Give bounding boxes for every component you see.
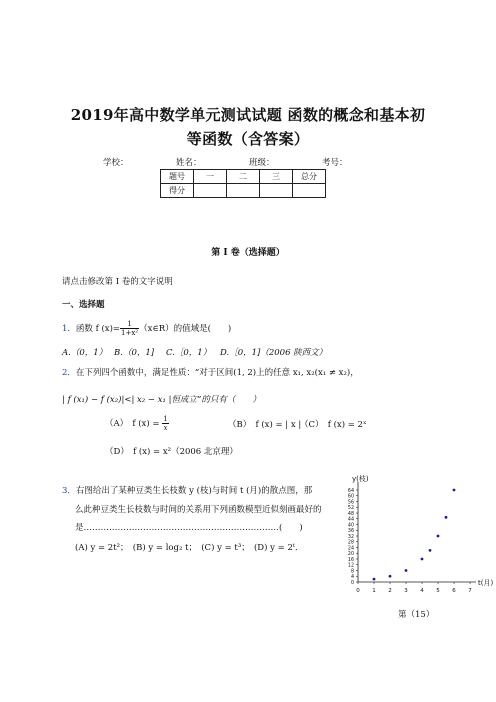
y-tick-label: 24 (347, 546, 354, 552)
x-tick-label: 3 (404, 588, 408, 594)
question-3-line1: 右图给出了某种豆类生长枝数 y (枝)与时间 t (月)的散点图，那 (75, 486, 313, 496)
score-table (160, 169, 326, 198)
x-tick-label: 2 (388, 588, 392, 594)
data-point (429, 549, 432, 552)
school-label: 学校： (103, 158, 129, 168)
question-2-line1: 在下列四个函数中，满足性质：“对于区间(1, 2)上的任意 x₁, x₂(x₁ ≠ x₂)， (75, 368, 359, 378)
option-c[interactable]: C.［0，1） (166, 348, 212, 358)
question-3-line2: 么此种豆类生长枝数与时间的关系用下列函数模型近似刻画最好的 (75, 505, 322, 515)
score-table-header-row (161, 170, 326, 184)
question-3 (62, 484, 312, 496)
question-number: 3． (62, 486, 76, 496)
y-tick-label: 20 (347, 552, 354, 558)
question-1-stem-pre: 函数 f (x)= (75, 324, 121, 334)
x-tick-label: 7 (468, 588, 472, 594)
y-tick-label: 28 (347, 540, 354, 546)
y-tick-label: 12 (347, 563, 354, 569)
y-tick-label: 32 (347, 534, 354, 540)
score-cell: 题号 (161, 170, 194, 184)
y-axis-label: y(枝) (352, 475, 369, 483)
data-point (445, 516, 448, 519)
scatter-chart (340, 475, 494, 604)
x-tick-label: 1 (372, 588, 376, 594)
score-cell: 三 (260, 170, 293, 184)
y-tick-label: 0 (350, 580, 354, 586)
data-point (437, 535, 440, 538)
question-2 (62, 366, 359, 378)
score-input-cell[interactable] (194, 184, 227, 198)
question-3-line3: 是……………………………………………………………( ) (75, 523, 303, 533)
fraction-denominator: x (163, 424, 168, 432)
score-input-cell[interactable] (227, 184, 260, 198)
y-tick-label: 56 (347, 500, 354, 506)
x-tick-label: 4 (420, 588, 424, 594)
y-tick-label: 60 (347, 494, 354, 500)
score-cell: 总分 (293, 170, 326, 184)
y-tick-label: 64 (347, 488, 354, 494)
instruction-text: 请点击修改第 I 卷的文字说明 (62, 277, 173, 287)
question-1-options (62, 346, 327, 358)
y-tick-label: 36 (347, 529, 354, 535)
page-label: 第（15） (398, 610, 435, 620)
fraction (162, 415, 168, 432)
score-input-cell[interactable] (260, 184, 293, 198)
fraction-numerator: 1 (120, 320, 139, 329)
volume-title: 第 I 卷（选择题） (211, 248, 285, 258)
x-tick-label: 0 (356, 588, 360, 594)
option-a[interactable]: A.（0，1） (62, 348, 108, 358)
option-c[interactable]: （C） f (x) = 2ˣ (300, 420, 367, 430)
fraction-denominator: 1+x² (121, 329, 139, 337)
option-b[interactable]: （B） f (x) = | x | (228, 420, 302, 430)
question-number: 2． (62, 368, 76, 378)
x-tick-label: 6 (452, 588, 456, 594)
score-cell: 一 (194, 170, 227, 184)
class-label: 班级： (249, 158, 275, 168)
part-heading: 一、选择题 (62, 300, 105, 310)
name-label: 姓名： (176, 158, 202, 168)
data-point (405, 569, 408, 572)
x-tick-label: 5 (436, 588, 440, 594)
data-point (389, 575, 392, 578)
score-cell: 得分 (161, 184, 194, 198)
question-2-line2: | f (x₁) − f (x₂)|<| x₂ − x₁ |恒成立”的只有（ ） (62, 395, 261, 405)
question-1-stem-post: （x∈R）的值域是( ) (139, 324, 232, 334)
option-b[interactable]: B.（0，1] (114, 348, 155, 358)
doc-title-line2: 等函数（含答案） (186, 130, 310, 148)
number-label: 考号： (322, 158, 348, 168)
data-point (453, 489, 456, 492)
score-input-cell[interactable] (293, 184, 326, 198)
y-tick-label: 48 (347, 511, 354, 517)
y-tick-label: 4 (350, 575, 354, 581)
data-point (373, 578, 376, 581)
score-table-score-row (161, 184, 326, 198)
score-cell: 二 (227, 170, 260, 184)
fraction-numerator: 1 (163, 415, 168, 423)
option-d[interactable]: （D） f (x) = x²（2006 北京理） (105, 447, 238, 457)
question-3-options[interactable]: (A) y = 2t²； (B) y = log₂ t； (C) y = t³； (D) y = 2ᵗ． (75, 543, 304, 553)
fraction (120, 320, 139, 337)
data-point (421, 558, 424, 561)
y-tick-label: 44 (347, 517, 354, 523)
option-a-label: （A） f (x) = (105, 419, 160, 429)
y-tick-label: 40 (347, 523, 354, 529)
question-number: 1． (62, 324, 76, 334)
x-axis-label: t(月) (478, 579, 494, 587)
question-1 (62, 320, 231, 337)
y-tick-label: 8 (350, 569, 354, 575)
doc-title-line1: 2019年高中数学单元测试试题 函数的概念和基本初 (70, 106, 426, 124)
y-tick-label: 52 (347, 506, 354, 512)
y-tick-label: 16 (347, 557, 354, 563)
option-d[interactable]: D.［0，1]（2006 陕西文） (220, 348, 328, 358)
option-a[interactable] (105, 415, 169, 432)
